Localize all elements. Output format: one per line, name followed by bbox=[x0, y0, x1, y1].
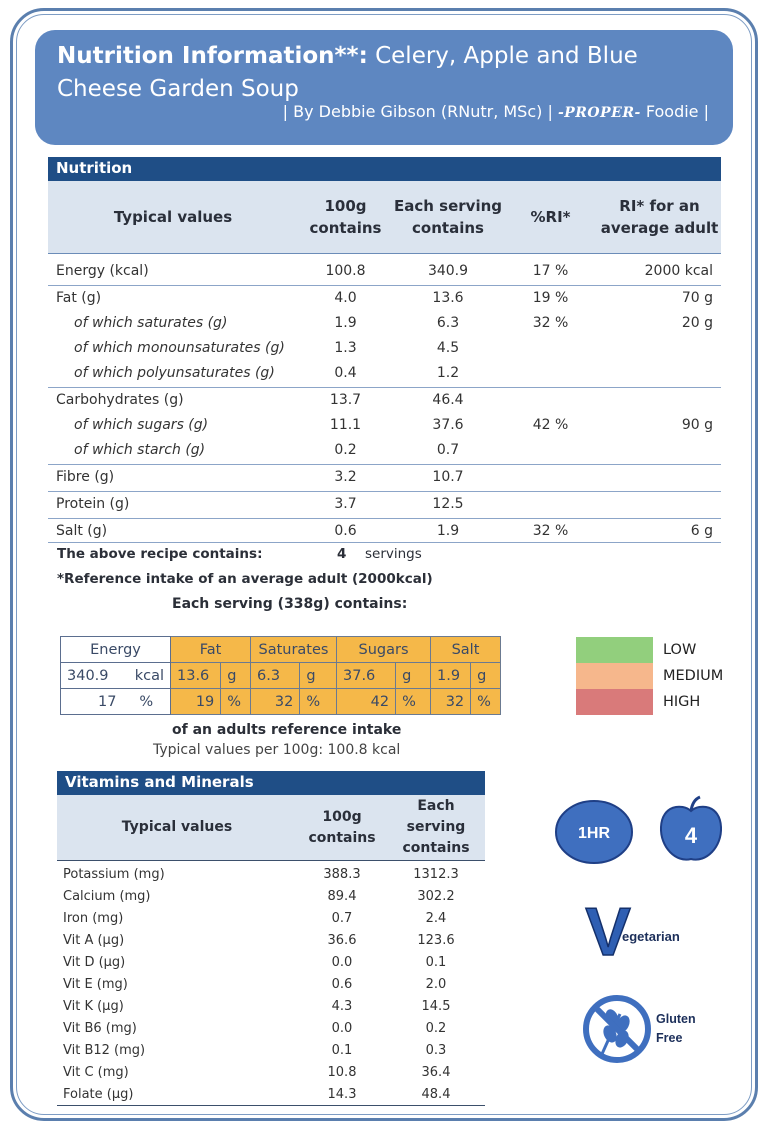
tl-energy-pct: 17 bbox=[61, 689, 123, 715]
per-100g-value: 13.7 bbox=[329, 392, 362, 408]
vitamin-label: Vit C (mg) bbox=[63, 1064, 129, 1080]
tl-fat-label: Fat bbox=[171, 637, 251, 663]
ri-percent: 19 % bbox=[532, 290, 569, 306]
page-title: Nutrition Information**: Celery, Apple and Blue Cheese Garden Soup bbox=[57, 43, 638, 102]
vitamin-label: Folate (µg) bbox=[63, 1086, 134, 1102]
byline: | By Debbie Gibson (RNutr, MSc) | -PROPER- Foodie | bbox=[282, 102, 709, 121]
apple-servings-icon bbox=[658, 795, 724, 865]
nutrition-row bbox=[48, 285, 721, 310]
tl-sugars-label: Sugars bbox=[337, 637, 431, 663]
nutrient-label: Protein (g) bbox=[56, 496, 130, 512]
vitamin-row bbox=[57, 973, 485, 995]
nutrition-row bbox=[48, 491, 721, 516]
vitamin-per-serving: 302.2 bbox=[417, 888, 455, 904]
nutrition-row bbox=[48, 464, 721, 489]
nutrient-label: Carbohydrates (g) bbox=[56, 392, 184, 408]
legend-medium: MEDIUM bbox=[576, 663, 723, 689]
vitamins-header-row bbox=[57, 795, 485, 861]
serving-title: Each serving (338g) contains: bbox=[172, 596, 408, 612]
col-typical-values: Typical values bbox=[113, 208, 233, 226]
per-100g-value: 0.2 bbox=[334, 441, 357, 458]
nutrition-row bbox=[48, 335, 721, 360]
nutrition-table bbox=[48, 157, 721, 543]
per-100g-value: 1.3 bbox=[334, 339, 357, 356]
tl-salt-value: 1.9 bbox=[431, 663, 471, 689]
vitamin-per-100g: 0.6 bbox=[331, 976, 353, 992]
col-serving: Each serving contains bbox=[394, 197, 502, 237]
per-100g-value: 0.6 bbox=[334, 522, 357, 539]
tl-energy-value: 340.9 bbox=[61, 663, 123, 689]
vitamin-per-100g: 0.7 bbox=[331, 910, 353, 926]
tl-energy-label: Energy bbox=[61, 637, 171, 663]
vitamin-per-100g: 0.0 bbox=[331, 1020, 353, 1036]
nutrition-row bbox=[48, 360, 721, 385]
vitamin-label: Iron (mg) bbox=[63, 910, 124, 926]
traffic-light-legend bbox=[576, 637, 723, 715]
vitamin-per-serving: 2.4 bbox=[425, 910, 447, 926]
vitamin-label: Potassium (mg) bbox=[63, 866, 165, 882]
per-100g-value: 100.8 bbox=[325, 262, 366, 279]
gluten-free-icon bbox=[580, 994, 654, 1064]
tl-sugars-pct-sign: % bbox=[396, 689, 431, 715]
per-100g-value: 3.2 bbox=[334, 469, 357, 485]
nutrient-label: Fat (g) bbox=[56, 290, 102, 306]
vitamin-row bbox=[57, 1017, 485, 1039]
vitamin-per-serving: 0.2 bbox=[425, 1020, 447, 1036]
nutrition-row bbox=[48, 387, 721, 412]
tl-sugars-unit: g bbox=[396, 663, 431, 689]
vitamin-row bbox=[57, 1039, 485, 1061]
time-badge-icon bbox=[554, 799, 634, 865]
vitamin-row bbox=[57, 885, 485, 907]
legend-swatch-high bbox=[576, 689, 653, 715]
tl-energy-pct-sign: % bbox=[123, 689, 171, 715]
tl-salt-unit: g bbox=[471, 663, 501, 689]
per-100g-value: 1.9 bbox=[334, 314, 357, 331]
vegetarian-word: egetarian bbox=[622, 929, 680, 944]
tl-fat-value: 13.6 bbox=[171, 663, 221, 689]
col-100g: 100g contains bbox=[309, 197, 382, 237]
nutrient-label: Energy (kcal) bbox=[56, 262, 149, 279]
typical-caption: Typical values per 100g: 100.8 kcal bbox=[153, 742, 401, 758]
vitamin-label: Vit B12 (mg) bbox=[63, 1042, 146, 1058]
vitamin-row bbox=[57, 995, 485, 1017]
per-serving-value: 37.6 bbox=[432, 416, 464, 433]
nutrition-row bbox=[48, 518, 721, 543]
ri-caption: of an adults reference intake bbox=[172, 722, 402, 738]
vitamin-per-serving: 2.0 bbox=[425, 976, 447, 992]
header-banner bbox=[35, 30, 733, 145]
nutrient-label: of which polyunsaturates (g) bbox=[74, 364, 275, 381]
tl-salt-pct: 32 bbox=[431, 689, 471, 715]
tl-energy-unit: kcal bbox=[123, 663, 171, 689]
per-serving-value: 0.7 bbox=[436, 441, 460, 458]
reference-note: *Reference intake of an average adult (2000kcal) bbox=[57, 571, 433, 587]
nutrition-header-row bbox=[48, 181, 721, 254]
ri-percent: 42 % bbox=[532, 416, 569, 433]
vitamin-per-serving: 123.6 bbox=[417, 932, 455, 948]
vit-col-typical: Typical values bbox=[121, 819, 233, 835]
ri-percent: 32 % bbox=[532, 314, 569, 331]
legend-low: LOW bbox=[576, 637, 723, 663]
per-serving-value: 46.4 bbox=[432, 392, 464, 408]
vitamin-per-serving: 1312.3 bbox=[413, 866, 459, 882]
vitamin-per-100g: 89.4 bbox=[327, 888, 357, 904]
nutrition-section-title: Nutrition bbox=[48, 157, 721, 181]
vitamin-label: Calcium (mg) bbox=[63, 888, 151, 904]
legend-high: HIGH bbox=[576, 689, 723, 715]
col-ri-adult: RI* for an average adult bbox=[600, 197, 719, 237]
vitamin-per-100g: 14.3 bbox=[327, 1086, 357, 1102]
tl-saturates-value: 6.3 bbox=[251, 663, 300, 689]
legend-swatch-low bbox=[576, 637, 653, 663]
per-serving-value: 4.5 bbox=[436, 339, 460, 356]
per-serving-value: 1.9 bbox=[436, 522, 460, 539]
ri-adult: 20 g bbox=[681, 314, 713, 331]
per-100g-value: 4.0 bbox=[334, 290, 357, 306]
tl-sugars-pct: 42 bbox=[337, 689, 396, 715]
per-serving-value: 340.9 bbox=[427, 262, 469, 279]
tl-saturates-unit: g bbox=[300, 663, 337, 689]
vitamin-row bbox=[57, 1083, 485, 1105]
per-serving-value: 1.2 bbox=[436, 364, 460, 381]
vitamin-row bbox=[57, 929, 485, 951]
nutrient-label: of which starch (g) bbox=[74, 441, 206, 458]
gluten-free-text: Gluten Free bbox=[656, 1012, 696, 1045]
vitamin-per-100g: 10.8 bbox=[327, 1064, 357, 1080]
ri-percent: 32 % bbox=[532, 522, 569, 539]
vitamin-per-serving: 0.3 bbox=[425, 1042, 447, 1058]
vegetarian-badge bbox=[585, 894, 698, 970]
per-100g-value: 11.1 bbox=[329, 416, 362, 433]
nutrition-row bbox=[48, 437, 721, 462]
nutrition-row bbox=[48, 412, 721, 437]
vitamin-per-100g: 388.3 bbox=[323, 866, 361, 882]
vit-col-serving: Each serving contains bbox=[402, 798, 470, 856]
tl-salt-pct-sign: % bbox=[471, 689, 501, 715]
vitamin-per-100g: 0.1 bbox=[331, 1042, 353, 1058]
vitamin-row bbox=[57, 863, 485, 885]
per-100g-value: 0.4 bbox=[334, 364, 357, 381]
apple-servings-text: 4 bbox=[684, 823, 698, 848]
ri-percent: 17 % bbox=[532, 262, 569, 279]
ri-adult: 6 g bbox=[690, 522, 713, 539]
nutrient-label: of which sugars (g) bbox=[74, 416, 209, 433]
tl-fat-pct: 19 bbox=[171, 689, 221, 715]
time-badge-text: 1HR bbox=[577, 825, 611, 842]
vitamin-label: Vit B6 (mg) bbox=[63, 1020, 137, 1036]
col-ri-pct: %RI* bbox=[530, 208, 571, 226]
tl-fat-pct-sign: % bbox=[221, 689, 251, 715]
vitamin-per-serving: 0.1 bbox=[425, 954, 447, 970]
vitamin-label: Vit K (µg) bbox=[63, 998, 124, 1014]
ri-adult: 90 g bbox=[681, 416, 713, 433]
vitamin-per-serving: 36.4 bbox=[421, 1064, 451, 1080]
recipe-notes bbox=[57, 542, 433, 592]
servings-word: servings bbox=[365, 546, 422, 562]
tl-salt-label: Salt bbox=[431, 637, 501, 663]
per-serving-value: 12.5 bbox=[432, 496, 464, 512]
vegetarian-v-icon bbox=[585, 894, 631, 970]
vitamin-row bbox=[57, 1061, 485, 1083]
vitamin-label: Vit D (µg) bbox=[63, 954, 126, 970]
vitamin-row bbox=[57, 951, 485, 973]
tl-sugars-value: 37.6 bbox=[337, 663, 396, 689]
traffic-light-table bbox=[60, 636, 501, 715]
servings-count: 4 bbox=[337, 546, 347, 562]
tl-fat-unit: g bbox=[221, 663, 251, 689]
legend-swatch-medium bbox=[576, 663, 653, 689]
vitamins-table bbox=[57, 771, 485, 1106]
per-100g-value: 3.7 bbox=[334, 496, 357, 512]
vit-col-100g: 100g contains bbox=[308, 808, 376, 846]
vitamins-section-title: Vitamins and Minerals bbox=[57, 771, 485, 795]
nutrition-row bbox=[48, 258, 721, 283]
per-serving-value: 13.6 bbox=[432, 290, 464, 306]
tl-saturates-label: Saturates bbox=[251, 637, 337, 663]
per-serving-value: 10.7 bbox=[432, 469, 464, 485]
ri-adult: 70 g bbox=[681, 290, 713, 306]
vitamin-per-serving: 14.5 bbox=[421, 998, 451, 1014]
nutrition-row bbox=[48, 310, 721, 335]
tl-saturates-pct: 32 bbox=[251, 689, 300, 715]
vitamin-row bbox=[57, 907, 485, 929]
vitamin-per-serving: 48.4 bbox=[421, 1086, 451, 1102]
ri-adult: 2000 kcal bbox=[644, 262, 713, 279]
tl-saturates-pct-sign: % bbox=[300, 689, 337, 715]
vitamin-label: Vit A (µg) bbox=[63, 932, 125, 948]
vitamin-per-100g: 0.0 bbox=[331, 954, 353, 970]
vitamin-per-100g: 4.3 bbox=[331, 998, 353, 1014]
proper-logo: -PROPER- bbox=[557, 105, 641, 121]
nutrient-label: of which monounsaturates (g) bbox=[74, 339, 285, 356]
servings-label: The above recipe contains: bbox=[57, 546, 263, 562]
nutrient-label: of which saturates (g) bbox=[74, 314, 228, 331]
per-serving-value: 6.3 bbox=[436, 314, 460, 331]
vitamin-per-100g: 36.6 bbox=[327, 932, 357, 948]
svg-text:V: V bbox=[585, 894, 631, 970]
vitamin-label: Vit E (mg) bbox=[63, 976, 128, 992]
nutrient-label: Salt (g) bbox=[56, 522, 108, 539]
nutrient-label: Fibre (g) bbox=[56, 469, 115, 485]
